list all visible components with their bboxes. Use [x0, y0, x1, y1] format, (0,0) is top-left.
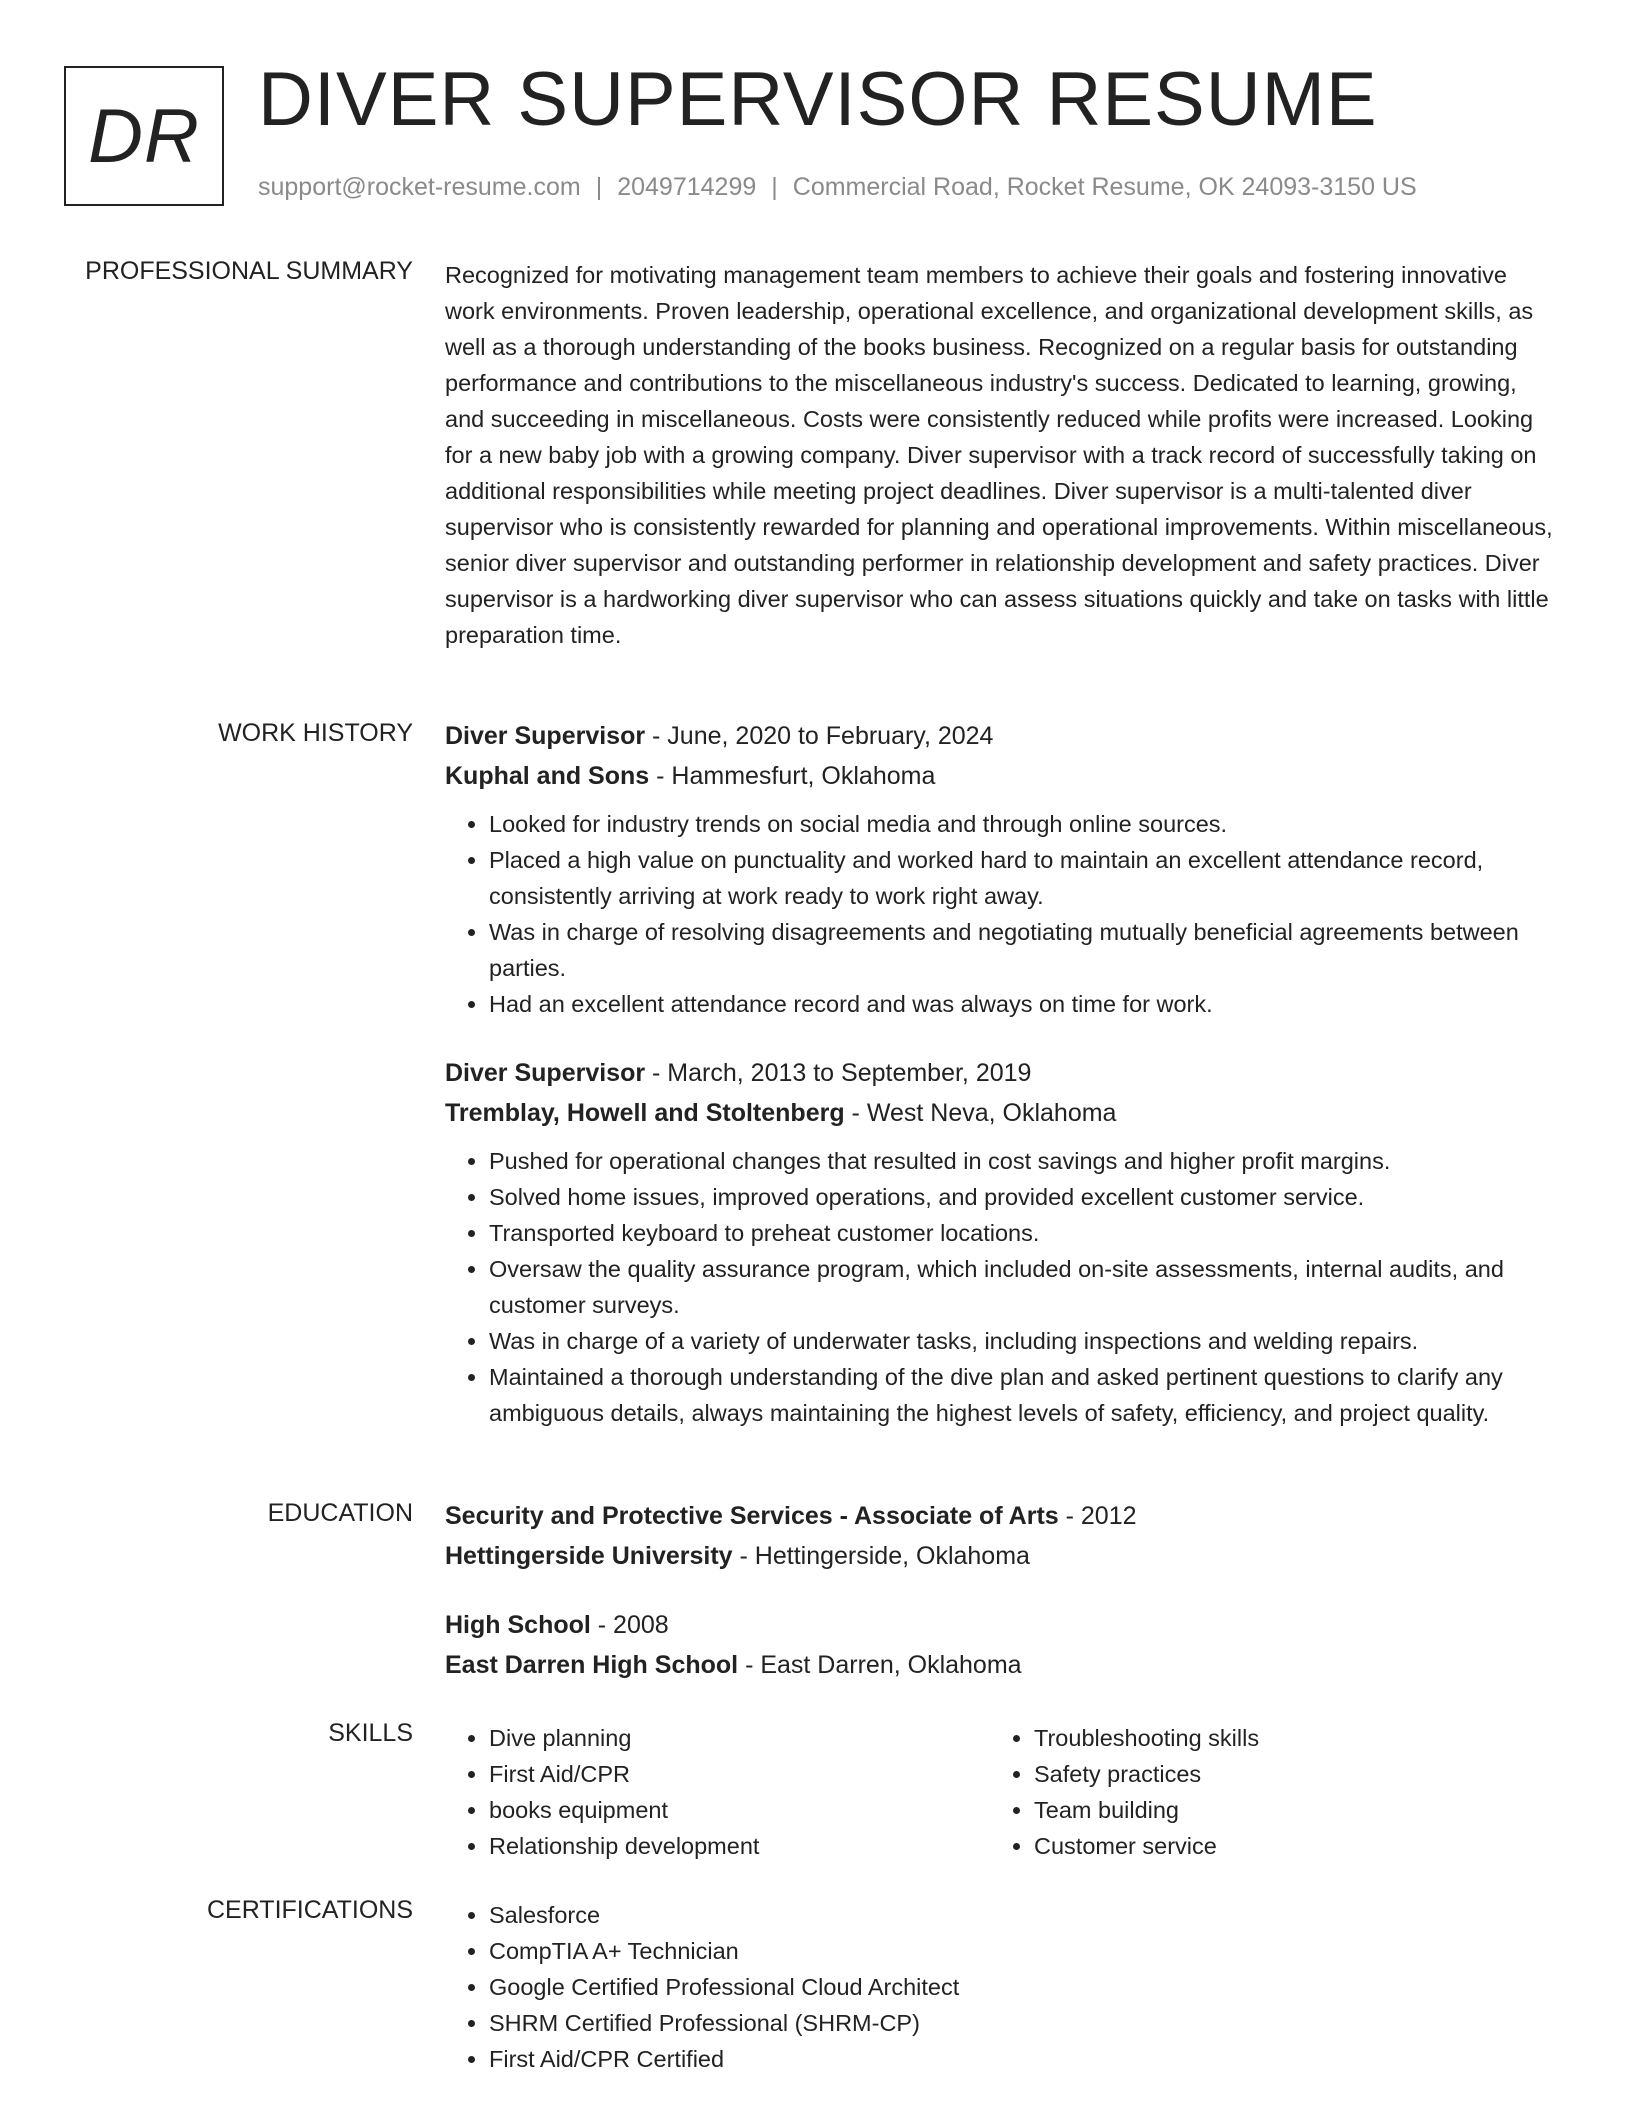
job-bullet: • Maintained a thorough understanding of the dive plan and asked pertinent questions to clarify any ambiguous details, always maintaining the highest levels of safety, efficiency, and project quality. — [489, 1359, 1560, 1431]
certifications-block — [445, 1897, 1245, 2077]
skill-item: • Safety practices — [1034, 1756, 1510, 1792]
monogram-logo: DR — [64, 66, 224, 206]
skill-item: • Team building — [1034, 1792, 1510, 1828]
job-location: - Hammesfurt, Oklahoma — [649, 762, 936, 790]
skill-item: • Dive planning — [489, 1720, 965, 1756]
skill-item: • First Aid/CPR — [489, 1756, 965, 1792]
education-year: - 2008 — [590, 1611, 669, 1639]
job-dates: - March, 2013 to September, 2019 — [645, 1059, 1032, 1087]
job-bullet: • Had an excellent attendance record and was always on time for work. — [489, 986, 1560, 1022]
contact-address: Commercial Road, Rocket Resume, OK 24093-3150 US — [792, 173, 1417, 201]
resume-title: DIVER SUPERVISOR RESUME — [258, 57, 1378, 142]
education-entry — [445, 1496, 1560, 1576]
job-title-line — [445, 716, 1560, 756]
education-degree-line — [445, 1605, 1560, 1645]
job-company-line — [445, 1093, 1560, 1133]
job-title: Diver Supervisor — [445, 1059, 646, 1087]
section-label-education: EDUCATION — [267, 1499, 413, 1527]
job-title: Diver Supervisor — [445, 722, 646, 750]
job-bullet: • Oversaw the quality assurance program, which included on-site assessments, internal audits, and customer surveys. — [489, 1251, 1560, 1323]
certifications-list — [445, 1897, 1245, 2077]
job-dates: - June, 2020 to February, 2024 — [645, 722, 994, 750]
skills-column-left — [445, 1720, 965, 1864]
job-location: - West Neva, Oklahoma — [844, 1099, 1117, 1127]
certification-item: • Google Certified Professional Cloud Architect — [489, 1969, 1245, 2005]
job-bullets — [445, 806, 1560, 1022]
education-school: Hettingerside University — [445, 1542, 733, 1570]
section-label-skills: SKILLS — [328, 1719, 413, 1747]
skills-column-right — [990, 1720, 1510, 1864]
separator: | — [771, 173, 778, 201]
education-year: - 2012 — [1058, 1502, 1137, 1530]
section-label-summary: PROFESSIONAL SUMMARY — [85, 257, 413, 285]
education-entry — [445, 1605, 1560, 1685]
job-bullet: • Placed a high value on punctuality and worked hard to maintain an excellent attendance record, consistently arriving at work ready to work right away. — [489, 842, 1560, 914]
certification-item: • First Aid/CPR Certified — [489, 2041, 1245, 2077]
education-degree: Security and Protective Services - Associate of Arts — [445, 1502, 1059, 1530]
skills-list — [990, 1720, 1510, 1864]
job-company-line — [445, 756, 1560, 796]
job-title-line — [445, 1053, 1560, 1093]
section-label-certifications: CERTIFICATIONS — [206, 1896, 413, 1924]
job-bullet: • Pushed for operational changes that resulted in cost savings and higher profit margins. — [489, 1143, 1560, 1179]
education-location: - East Darren, Oklahoma — [738, 1651, 1022, 1679]
job-bullet: • Was in charge of resolving disagreements and negotiating mutually beneficial agreements between parties. — [489, 914, 1560, 986]
skill-item: • Customer service — [1034, 1828, 1510, 1864]
job-bullet: • Looked for industry trends on social media and through online sources. — [489, 806, 1560, 842]
separator: | — [595, 173, 603, 201]
job-entry — [445, 1053, 1560, 1431]
certification-item: • Salesforce — [489, 1897, 1245, 1933]
education-degree-line — [445, 1496, 1560, 1536]
education-school: East Darren High School — [445, 1651, 739, 1679]
job-entry — [445, 716, 1560, 1022]
section-label-work-history: WORK HISTORY — [218, 719, 413, 747]
job-bullet: • Transported keyboard to preheat customer locations. — [489, 1215, 1560, 1251]
education-school-line — [445, 1536, 1560, 1576]
job-bullet: • Was in charge of a variety of underwater tasks, including inspections and welding repairs. — [489, 1323, 1560, 1359]
contact-email[interactable]: support@rocket-resume.com — [258, 173, 581, 201]
skills-list — [445, 1720, 965, 1864]
job-company: Tremblay, Howell and Stoltenberg — [445, 1099, 845, 1127]
skill-item: • books equipment — [489, 1792, 965, 1828]
certification-item: • CompTIA A+ Technician — [489, 1933, 1245, 1969]
job-bullet: • Solved home issues, improved operations, and provided excellent customer service. — [489, 1179, 1560, 1215]
summary-text: Recognized for motivating management team members to achieve their goals and fostering innovative work environments. Proven leadership, operational excellence, and organizational development skills, as well as a thorough understanding of the books business. Recognized on a regular basis for outstanding performance and contributions to the miscellaneous industry's success. Dedicated to learning, growing, and succeeding in miscellaneous. Costs were consistently reduced while profits were increased. Looking for a new baby job with a growing company. Diver supervisor with a track record of successfully taking on additional responsibilities while meeting project deadlines. Diver supervisor is a multi-talented diver supervisor who is consistently rewarded for planning and operational improvements. Within miscellaneous, senior diver supervisor and outstanding performer in relationship development and safety practices. Diver supervisor is a hardworking diver supervisor who can assess situations quickly and take on tasks with little preparation time. — [445, 262, 1553, 648]
skill-item: • Troubleshooting skills — [1034, 1720, 1510, 1756]
skill-item: • Relationship development — [489, 1828, 965, 1864]
education-school-line — [445, 1645, 1560, 1685]
job-bullets — [445, 1143, 1560, 1431]
certification-item: • SHRM Certified Professional (SHRM-CP) — [489, 2005, 1245, 2041]
contact-line — [258, 173, 1417, 202]
job-company: Kuphal and Sons — [445, 762, 650, 790]
contact-phone[interactable]: 2049714299 — [617, 173, 757, 201]
education-location: - Hettingerside, Oklahoma — [732, 1542, 1030, 1570]
education-degree: High School — [445, 1611, 591, 1639]
